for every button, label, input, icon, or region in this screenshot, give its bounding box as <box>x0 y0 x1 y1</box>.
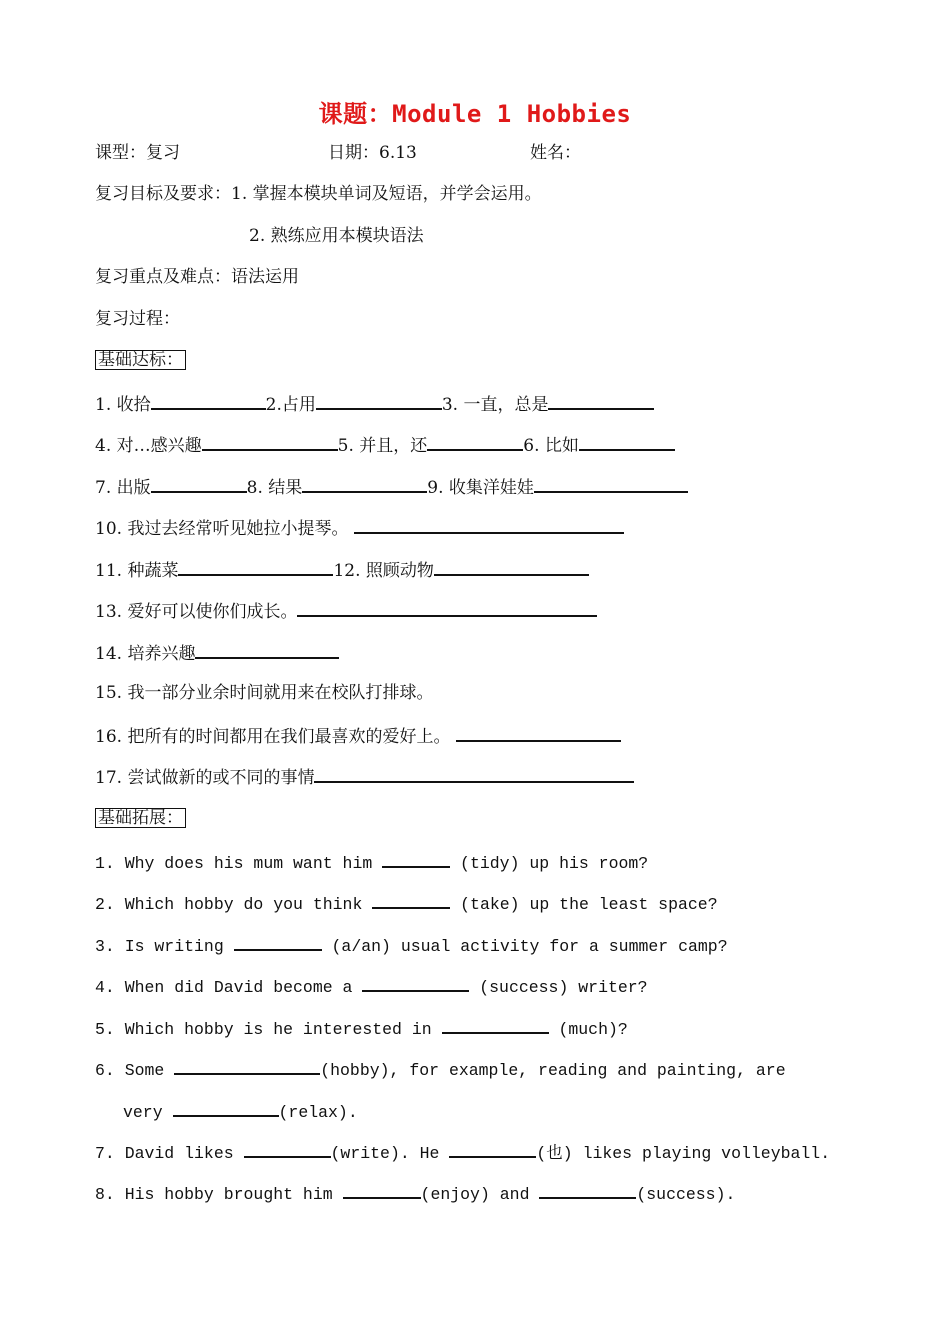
page-title: 课题：Module 1 Hobbies <box>318 100 632 128</box>
exercise-row <box>95 1181 735 1206</box>
exercise-text: 5. Which hobby is he interested in <box>95 1020 442 1039</box>
exercise-text: 2. Which hobby do you think <box>95 895 373 914</box>
section1-heading-row <box>95 349 186 371</box>
answer-blank[interactable] <box>234 933 322 951</box>
answer-blank[interactable] <box>151 392 266 410</box>
lesson-type: 课型：复习 <box>95 143 180 163</box>
exercise-row <box>95 1140 830 1165</box>
exercise-text: (hobby), for example, reading and painting, are <box>320 1061 786 1080</box>
question-label: 14. 培养兴趣 <box>95 644 196 664</box>
answer-blank[interactable] <box>195 641 339 659</box>
key-points: 复习重点及难点：语法运用 <box>95 267 299 287</box>
exercise-text: (success) writer? <box>469 978 648 997</box>
answer-blank[interactable] <box>151 475 247 493</box>
exercise-row <box>95 850 648 875</box>
question-label: 17. 尝试做新的或不同的事情 <box>95 768 315 788</box>
question-label: 9. 收集洋娃娃 <box>427 478 534 498</box>
exercise-text: 4. When did David become a <box>95 978 363 997</box>
question-row <box>95 433 675 457</box>
lesson-date: 日期：6.13 <box>328 143 417 163</box>
exercise-text: (也) likes playing volleyball. <box>536 1144 831 1163</box>
exercise-text: (success). <box>636 1185 736 1204</box>
answer-blank[interactable] <box>343 1181 421 1199</box>
answer-blank[interactable] <box>534 475 688 493</box>
exercise-text: 1. Why does his mum want him <box>95 854 383 873</box>
section2-heading-row <box>95 807 186 829</box>
exercise-text: 6. Some <box>95 1061 175 1080</box>
question-label: 15. 我一部分业余时间就用来在校队打排球。 <box>95 683 434 703</box>
answer-blank[interactable] <box>449 1140 536 1158</box>
answer-blank[interactable] <box>354 516 624 534</box>
exercise-text: (much)? <box>548 1020 628 1039</box>
answer-blank[interactable] <box>244 1140 331 1158</box>
question-label: 10. 我过去经常听见她拉小提琴。 <box>95 519 349 539</box>
exercise-row <box>95 933 728 958</box>
exercise-text: very <box>123 1103 173 1122</box>
question-row <box>95 765 634 789</box>
section2-heading: 基础拓展： <box>95 808 186 828</box>
answer-blank[interactable] <box>316 392 442 410</box>
answer-blank[interactable] <box>372 891 450 909</box>
question-label: 2.占用 <box>265 395 316 415</box>
question-row <box>95 516 624 540</box>
process-label: 复习过程： <box>95 309 180 329</box>
answer-blank[interactable] <box>442 1016 549 1034</box>
exercise-row <box>95 1057 786 1082</box>
question-row <box>95 682 433 704</box>
answer-blank[interactable] <box>178 558 333 576</box>
exercise-row <box>123 1099 358 1124</box>
exercise-text: (take) up the least space? <box>450 895 718 914</box>
question-label: 16. 把所有的时间都用在我们最喜欢的爱好上。 <box>95 727 451 747</box>
question-row <box>95 641 339 665</box>
exercise-text: (tidy) up his room? <box>450 854 649 873</box>
answer-blank[interactable] <box>362 974 469 992</box>
answer-blank[interactable] <box>579 433 675 451</box>
answer-blank[interactable] <box>382 850 450 868</box>
question-label: 1. 收拾 <box>95 395 151 415</box>
meta-row <box>95 142 581 164</box>
section1-heading: 基础达标： <box>95 350 186 370</box>
exercise-text: 8. His hobby brought him <box>95 1185 343 1204</box>
answer-blank[interactable] <box>302 475 427 493</box>
goals-row <box>95 183 542 205</box>
exercise-text: 7. David likes <box>95 1144 244 1163</box>
question-label: 8. 结果 <box>246 478 303 498</box>
question-row <box>95 599 597 623</box>
exercise-text: (relax). <box>278 1103 358 1122</box>
answer-blank[interactable] <box>434 558 589 576</box>
exercise-text: (write). He <box>330 1144 450 1163</box>
question-row <box>95 724 621 748</box>
student-name-label: 姓名： <box>530 143 581 163</box>
question-label: 11. 种蔬菜 <box>95 561 179 581</box>
question-label: 7. 出版 <box>95 478 151 498</box>
answer-blank[interactable] <box>427 433 523 451</box>
answer-blank[interactable] <box>314 765 634 783</box>
exercise-row <box>95 891 718 916</box>
answer-blank[interactable] <box>297 599 597 617</box>
goals-label: 复习目标及要求： <box>95 184 231 204</box>
goal-2: 2. 熟练应用本模块语法 <box>249 226 424 246</box>
answer-blank[interactable] <box>173 1099 279 1117</box>
question-row <box>95 392 654 416</box>
exercise-text: 3. Is writing <box>95 937 234 956</box>
exercise-text: (enjoy) and <box>420 1185 540 1204</box>
question-label: 6. 比如 <box>523 436 579 456</box>
exercise-row <box>95 974 648 999</box>
answer-blank[interactable] <box>539 1181 636 1199</box>
exercise-row <box>95 1016 628 1041</box>
exercise-text: (a/an) usual activity for a summer camp? <box>321 937 728 956</box>
answer-blank[interactable] <box>456 724 621 742</box>
answer-blank[interactable] <box>548 392 654 410</box>
question-label: 3. 一直，总是 <box>441 395 549 415</box>
answer-blank[interactable] <box>202 433 338 451</box>
question-label: 12. 照顾动物 <box>333 561 434 581</box>
question-row <box>95 558 589 582</box>
question-label: 13. 爱好可以使你们成长。 <box>95 602 298 622</box>
question-label: 4. 对…感兴趣 <box>95 436 202 456</box>
goal-1: 1. 掌握本模块单词及短语，并学会运用。 <box>231 184 542 204</box>
answer-blank[interactable] <box>174 1057 320 1075</box>
question-label: 5. 并且，还 <box>337 436 428 456</box>
question-row <box>95 475 688 499</box>
